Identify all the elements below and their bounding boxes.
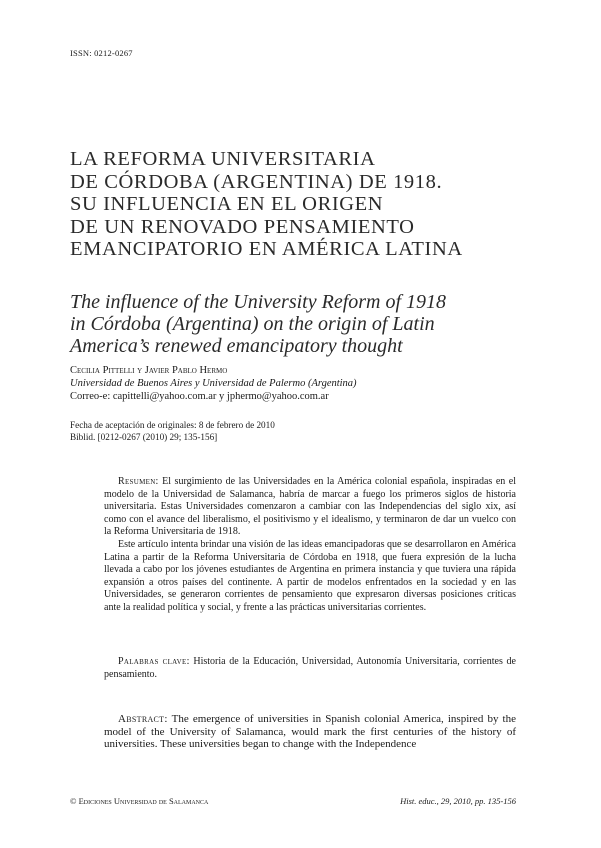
biblid: Biblid. [0212-0267 (2010) 29; 135-156] xyxy=(70,432,218,442)
title-line: DE UN RENOVADO PENSAMIENTO xyxy=(70,215,415,238)
abstract-label: Abstract: xyxy=(118,713,168,725)
resumen-label: Resumen: xyxy=(118,476,159,487)
subtitle-line: The influence of the University Reform of 1918 xyxy=(70,291,447,313)
article-title xyxy=(70,148,540,261)
title-line: LA REFORMA UNIVERSITARIA xyxy=(70,148,376,170)
title-line: EMANCIPATORIO EN AMÉRICA LATINA xyxy=(70,238,463,260)
author-block xyxy=(70,364,357,403)
author-names: Cecilia Pittelli y Javier Pablo Hermo xyxy=(70,365,228,376)
publication-meta xyxy=(70,419,275,443)
english-title xyxy=(70,291,540,357)
subtitle-line: America’s renewed emancipatory thought xyxy=(70,335,403,357)
abstract-text: The emergence of universities in Spanish colonial America, inspired by the model of the University of Salamanca, would mark the first centuries of the history of universities. These universities began to change with the Independence xyxy=(104,713,517,751)
resumen-paragraph-1: El surgimiento de las Universidades en la América colonial española, inspiradas en el modelo de la Universidad de Salamanca, habría de marcar a fuego los primeros siglos de historia universitaria. Estas Universidades comenzaron a cambiar con las Independencias del siglo xix, así como con el avance del liberalismo, el positivismo y el idealismo, y terminaron de dar un vuelco con la Reforma Universitaria de 1918. xyxy=(104,476,516,538)
author-email: Correo-e: capittelli@yahoo.com.ar y jphermo@yahoo.com.ar xyxy=(70,391,329,402)
keywords-label: Palabras clave: xyxy=(118,656,190,667)
issn-header: ISSN: 0212-0267 xyxy=(70,48,133,58)
footer-citation: Hist. educ., 29, 2010, pp. 135-156 xyxy=(400,796,516,806)
subtitle-line: in Córdoba (Argentina) on the origin of Latin xyxy=(70,313,435,335)
author-affiliation: Universidad de Buenos Aires y Universidad de Palermo (Argentina) xyxy=(70,378,357,389)
resumen-section xyxy=(104,476,516,615)
title-line: SU INFLUENCIA EN EL ORIGEN xyxy=(70,193,384,215)
footer-publisher: © Ediciones Universidad de Salamanca xyxy=(70,796,209,806)
keywords-text: Historia de la Educación, Universidad, Autonomía Universitaria, corrientes de pensamiento. xyxy=(104,656,516,680)
acceptance-date: Fecha de aceptación de originales: 8 de febrero de 2010 xyxy=(70,420,275,430)
keywords-section xyxy=(104,656,516,681)
abstract-section xyxy=(104,713,516,751)
resumen-paragraph-2: Este artículo intenta brindar una visión de las ideas emancipadoras que se desarrollaron en América Latina a partir de la Reforma Universitaria de Córdoba en 1918, que fuera expresión de la lucha llevada a cabo por los jóvenes estudiantes de Argentina en primera instancia y que tuviera una rápida expansión a otros países del continente. A partir de modelos enfrentados en la sociedad y en las Universidades, se generaron corrientes de pensamiento que expresaron diversas posiciones críticas ante la realidad política y social, y frente a las prácticas universitarias corrientes. xyxy=(104,538,516,613)
title-line: DE CÓRDOBA (ARGENTINA) DE 1918. xyxy=(70,170,443,193)
